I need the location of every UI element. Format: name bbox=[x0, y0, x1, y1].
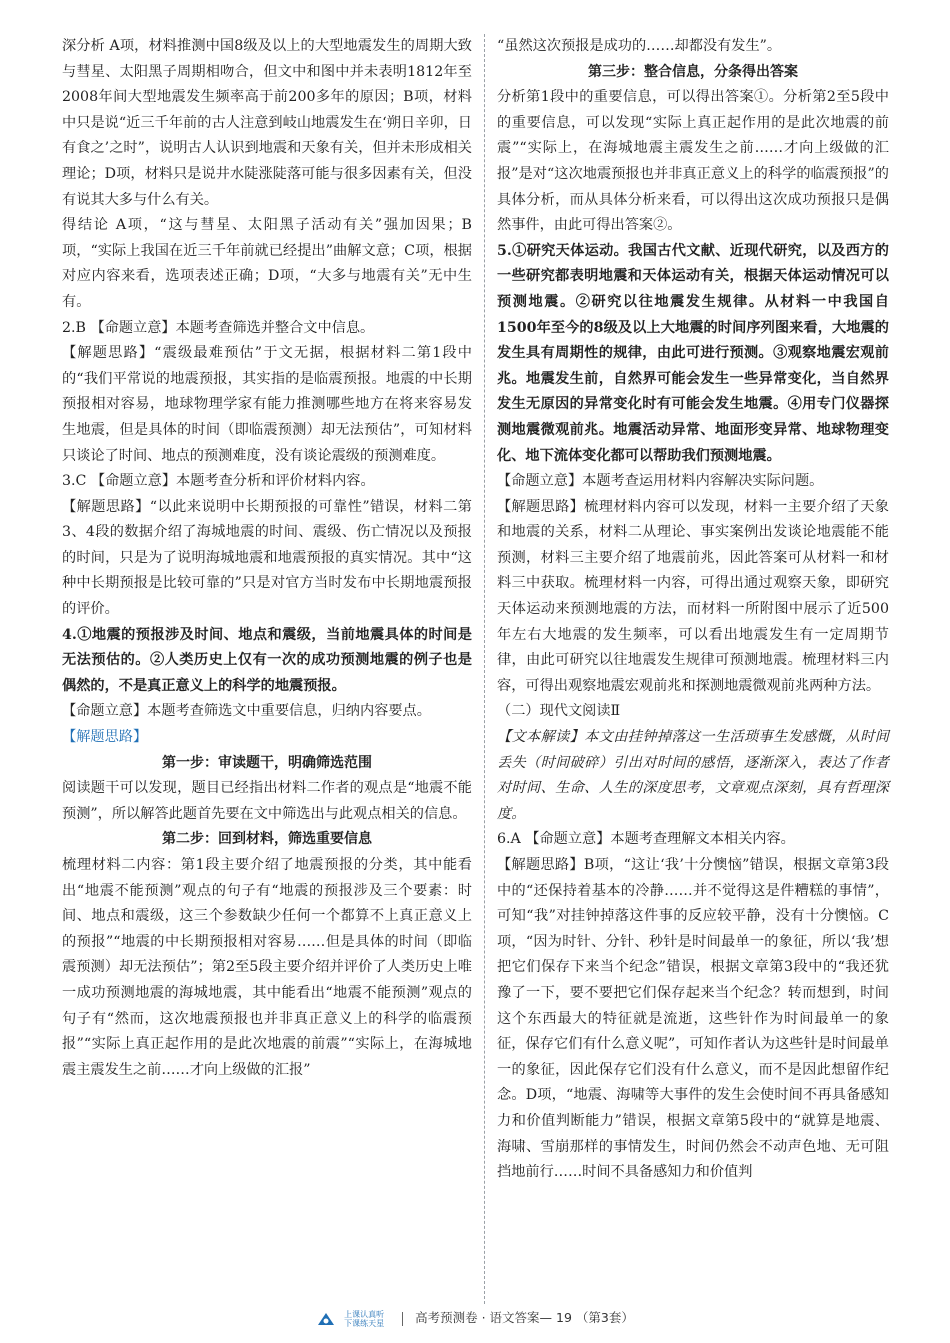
footer-text: 高考预测卷 · 语文答案— 19 （第3套） bbox=[415, 1310, 634, 1325]
step3-title: 第三步：整合信息，分条得出答案 bbox=[588, 63, 798, 80]
q6-header: 6.A 【命题立意】本题考查理解文本相关内容。 bbox=[497, 831, 795, 848]
q4-answer: 4.①地震的预报涉及时间、地点和震级，当前地震具体的时间是无法预估的。②人类历史上仅有一次的成功预测地震的例子也是偶然的，不是真正意义上的科学的地震预报。 bbox=[62, 626, 472, 694]
q3-explanation: 【解题思路】“以此来说明中长期预报的可靠性”错误，材料二第3、4段的数据介绍了海城地震的时间、震级、伤亡情况以及预报的时间，只是为了说明海城地震和地震预报的真实情况。其中“这种中长期预报是比较可靠的”只是对官方当时发布中长期地震预报的评价。 bbox=[62, 498, 472, 618]
right-column bbox=[497, 34, 889, 1186]
q4-intent: 【命题立意】本题考查筛选文中重要信息，归纳内容要点。 bbox=[62, 703, 431, 720]
q3-header: 3.C 【命题立意】本题考查分析和评价材料内容。 bbox=[62, 473, 375, 490]
conclusion-paragraph: 得结论 A项，“这与彗星、太阳黑子活动有关”强加因果；B项，“实际上我国在近三千年前就已经提出”曲解文意；C项，根据对应内容来看，选项表述正确；D项，“大多与地震有关”无中生有。 bbox=[62, 217, 472, 310]
page-footer bbox=[0, 1308, 950, 1328]
continued-quote: “虽然这次预报是成功的……却都没有发生”。 bbox=[497, 38, 782, 54]
column-divider bbox=[484, 34, 485, 1304]
step1-title: 第一步：审读题干，明确筛选范围 bbox=[162, 754, 372, 771]
section-title: （二）现代文阅读Ⅱ bbox=[497, 703, 621, 720]
brand-slogan bbox=[344, 1310, 384, 1328]
logo-icon bbox=[316, 1311, 336, 1327]
step2-title: 第二步：回到材料，筛选重要信息 bbox=[162, 831, 372, 848]
q2-explanation: 【解题思路】“震级最难预估”于文无据，根据材料二第1段中的“我们平常说的地震预报，其实指的是临震预报。地震的中长期预报相对容易，地球物理学家有能力推测哪些地方在将来容易发生地震，但是具体的时间（即临震预测）却无法预估”，可知材料只谈论了时间、地点的预测难度，没有谈论震级的预测难度。 bbox=[62, 345, 472, 464]
step2-body: 梳理材料二内容：第1段主要介绍了地震预报的分类，其中能看出“地震不能预测”观点的句子有“地震的预报涉及三个要素：时间、地点和震级，这三个参数缺少任何一个都算不上真正意义上的预报”“地震的中长期预报相对容易……但是具体的时间（即临震预测）却无法预估”；第2至5段主要介绍并评价了人类历史上唯一成功预测地震的海城地震，其中能看出“地震不能预测”观点的句子有“然而，这次地震预报也并非真正意义上的科学的临震预报”“实际上真正起作用的是此次地震的前震”“实际上，在海城地震主震发生之前……才向上级做的汇报” bbox=[62, 857, 472, 1078]
brand-line-2: 下课练天星 bbox=[344, 1318, 385, 1328]
q6-explanation: 【解题思路】B项，“这让‘我’十分懊恼”错误，根据文章第3段中的“还保持着基本的冷静……并不觉得这是件糟糕的事情”，可知“我”对挂钟掉落这件事的反应较平静，没有十分懊恼。C项，“因为时针、分针、秒针是时间最单一的象征，所以‘我’想把它们保存下来当个纪念”错误，根据文章第3段中的“我还犹豫了一下，要不要把它们保存起来当个纪念？转而想到，时间这个东西最大的特征就是流逝，这些针作为时间最单一的象征，保存它们有什么意义呢”，可知作者认为这些针是时间最单一的象征，因此保存它们没有什么意义，而不是因此想留作纪念。D项，“地震、海啸等大事件的发生会使时间不再具备感知力和价值判断能力”错误，根据文章第5段中的“就算是地震、海啸、雪崩那样的事情发生，时间仍然会不动声色地、无可阻挡地前行……时间不具备感知力和价值判 bbox=[497, 857, 889, 1181]
q5-intent: 【命题立意】本题考查运用材料内容解决实际问题。 bbox=[497, 473, 824, 490]
q4-solution-label: 【解题思路】 bbox=[62, 729, 148, 746]
left-column bbox=[62, 34, 472, 1083]
brand-line-1: 上课认真听 bbox=[344, 1309, 385, 1319]
text-interpretation: 【文本解读】本文由挂钟掉落这一生活琐事生发感慨，从时间丢失（时间破碎）引出对时间的感悟，逐渐深入，表达了作者对时间、生命、人生的深度思考，文章观点深刻，具有哲理深度。 bbox=[497, 729, 889, 822]
step1-body: 阅读题干可以发现，题目已经指出材料二作者的观点是“地震不能预测”，所以解答此题首先要在文中筛选出与此观点相关的信息。 bbox=[62, 780, 472, 822]
q2-header: 2.B 【命题立意】本题考查筛选并整合文中信息。 bbox=[62, 319, 375, 336]
footer-separator bbox=[402, 1312, 403, 1326]
q5-answer: 5.①研究天体运动。我国古代文献、近现代研究，以及西方的一些研究都表明地震和天体运动有关，根据天体运动情况可以预测地震。②研究以往地震发生规律。从材料一中我国自1500年至今的8级及以上大地震的时间序列图来看，大地震的发生具有周期性的规律，由此可进行预测。③观察地震宏观前兆。地震发生前，自然界可能会发生一些异常变化，当自然界发生无原因的异常变化时有可能会发生地震。④用专门仪器探测地震微观前兆。地震活动异常、地面形变异常、地球物理变化、地下流体变化都可以帮助我们预测地震。 bbox=[497, 242, 889, 464]
deep-analysis-paragraph: 深分析 A项，材料推测中国8级及以上的大型地震发生的周期大致与彗星、太阳黑子周期相吻合，但文中和图中并未表明1812年至2008年间大型地震发生频率高于前200多年的原因；B项，材料中只是说“近三千年前的古人注意到岐山地震发生在‘朔日辛卯，日有食之’之时”，说明古人认识到地震和天象有关，但并未形成相关理论；D项，材料只是说井水陡涨陡落可能与很多因素有关，但没有说其大多与什么有关。 bbox=[62, 38, 472, 208]
q5-explanation: 【解题思路】梳理材料内容可以发现，材料一主要介绍了天象和地震的关系，材料二从理论、事实案例出发谈论地震能不能预测，材料三主要介绍了地震前兆，因此答案可从材料一和材料三中获取。梳理材料一内容，可得出通过观察天象，即研究天体运动来预测地震的方法，而材料一所附图中展示了近500年左右大地震的发生频率，可以看出地震发生有一定周期节律，由此可研究以往地震发生规律可预测地震。梳理材料三内容，可得出观察地震宏观前兆和探测地震微观前兆两种方法。 bbox=[497, 498, 889, 694]
step3-body: 分析第1段中的重要信息，可以得出答案①。分析第2至5段中的重要信息，可以发现“实际上真正起作用的是此次地震的前震”“实际上，在海城地震主震发生之前……才向上级做的汇报”是对“这次地震预报也并非真正意义上的科学的临震预报”的具体分析，而从具体分析来看，可以得出这次成功预报只是偶然事件，由此可得出答案②。 bbox=[497, 89, 889, 234]
